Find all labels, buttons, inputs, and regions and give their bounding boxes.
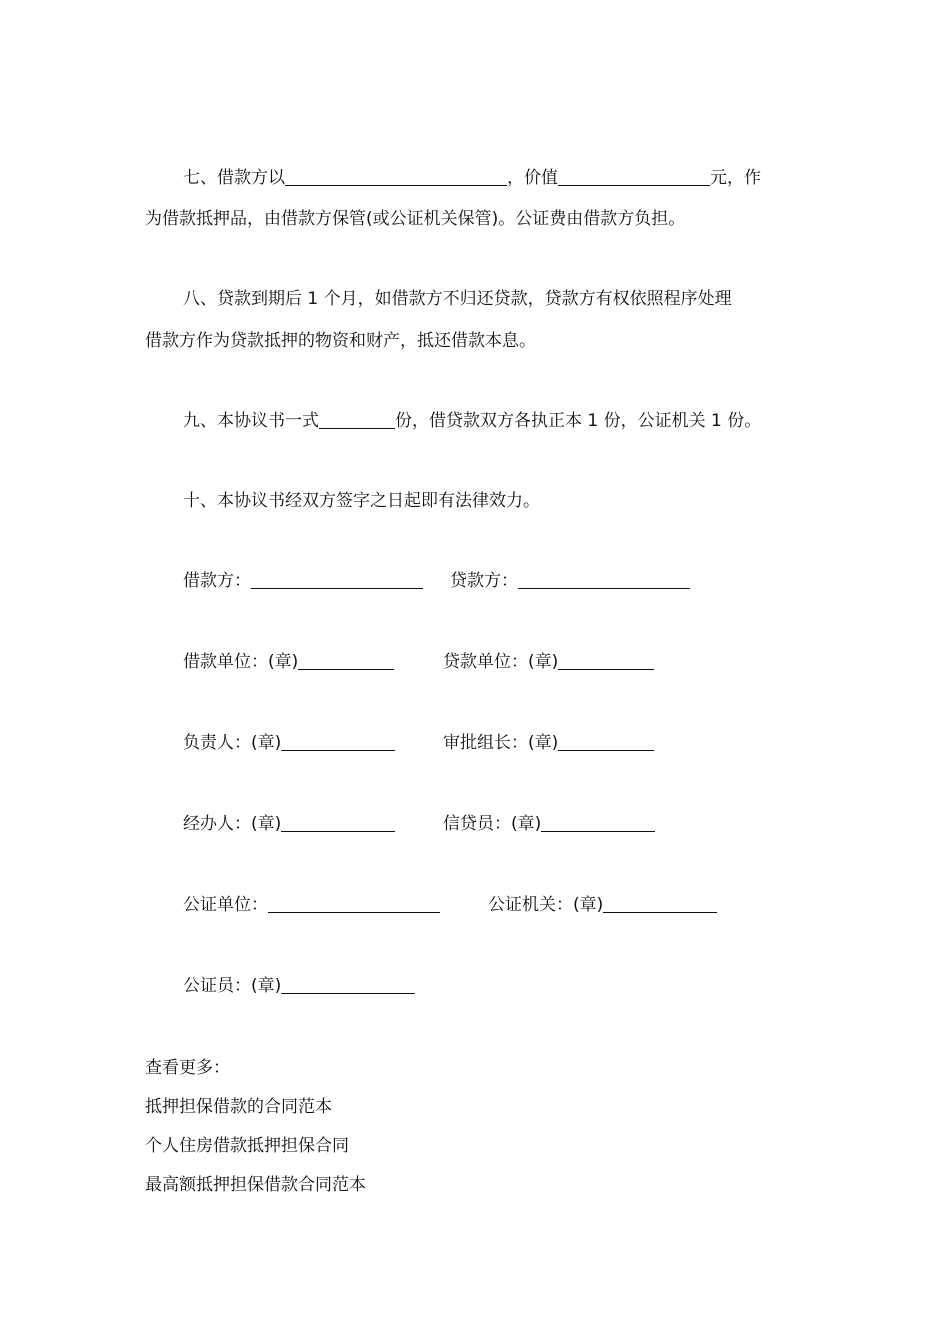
approval-lead-label: 审批组长：(章) (443, 733, 559, 753)
clause-7-mid: ，价值 (507, 168, 558, 188)
lender-blank (518, 570, 690, 589)
copies-blank (319, 410, 395, 429)
notary-signature (183, 975, 415, 997)
credit-officer-blank (541, 813, 655, 832)
handler-signature (183, 813, 395, 835)
notary-unit-label: 公证单位： (183, 895, 268, 915)
responsible-signature (183, 732, 395, 754)
credit-officer-signature (443, 813, 655, 835)
clause-7-line-2: 为借款抵押品，由借款方保管(或公证机关保管)。公证费由借款方负担。 (145, 209, 686, 229)
credit-officer-label: 信贷员：(章) (443, 814, 542, 834)
collateral-blank (285, 167, 507, 186)
clause-7-prefix: 七、借款方以 (183, 168, 285, 188)
borrower-unit-blank (298, 651, 394, 670)
notary-label: 公证员：(章) (183, 976, 282, 996)
responsible-label: 负责人：(章) (183, 733, 282, 753)
clause-9-suffix: 份，借贷款双方各执正本 1 份，公证机关 1 份。 (395, 411, 762, 431)
related-link[interactable]: 个人住房借款抵押担保合同 (145, 1136, 349, 1156)
borrower-signature (183, 570, 423, 592)
clause-10: 十、本协议书经双方签字之日起即有法律效力。 (183, 491, 540, 511)
lender-signature (450, 570, 690, 592)
related-link[interactable]: 抵押担保借款的合同范本 (145, 1097, 332, 1117)
notary-unit-signature (183, 894, 440, 916)
borrower-unit-label: 借款单位：(章) (183, 652, 299, 672)
lender-unit-blank (558, 651, 654, 670)
notary-unit-blank (268, 894, 440, 913)
notary-blank (281, 975, 415, 994)
notary-office-blank (603, 894, 717, 913)
handler-label: 经办人：(章) (183, 814, 282, 834)
clause-8-line-2: 借款方作为贷款抵押的物资和财产，抵还借款本息。 (145, 331, 536, 351)
lender-unit-label: 贷款单位：(章) (443, 652, 559, 672)
lender-label: 贷款方： (450, 571, 518, 591)
handler-blank (281, 813, 395, 832)
clause-9 (183, 410, 761, 432)
clause-7-suffix: 元，作 (710, 168, 761, 188)
borrower-unit-signature (183, 651, 394, 673)
responsible-blank (281, 732, 395, 751)
related-link[interactable]: 最高额抵押担保借款合同范本 (145, 1175, 366, 1195)
clause-7-line-1 (183, 167, 761, 189)
lender-unit-signature (443, 651, 654, 673)
notary-office-signature (488, 894, 717, 916)
see-more-heading: 查看更多： (145, 1058, 230, 1078)
approval-lead-blank (558, 732, 654, 751)
notary-office-label: 公证机关：(章) (488, 895, 604, 915)
borrower-blank (251, 570, 423, 589)
clause-9-prefix: 九、本协议书一式 (183, 411, 319, 431)
clause-8-line-1: 八、贷款到期后 1 个月，如借款方不归还贷款，贷款方有权依照程序处理 (183, 289, 732, 309)
borrower-label: 借款方： (183, 571, 251, 591)
value-blank (558, 167, 710, 186)
approval-lead-signature (443, 732, 654, 754)
